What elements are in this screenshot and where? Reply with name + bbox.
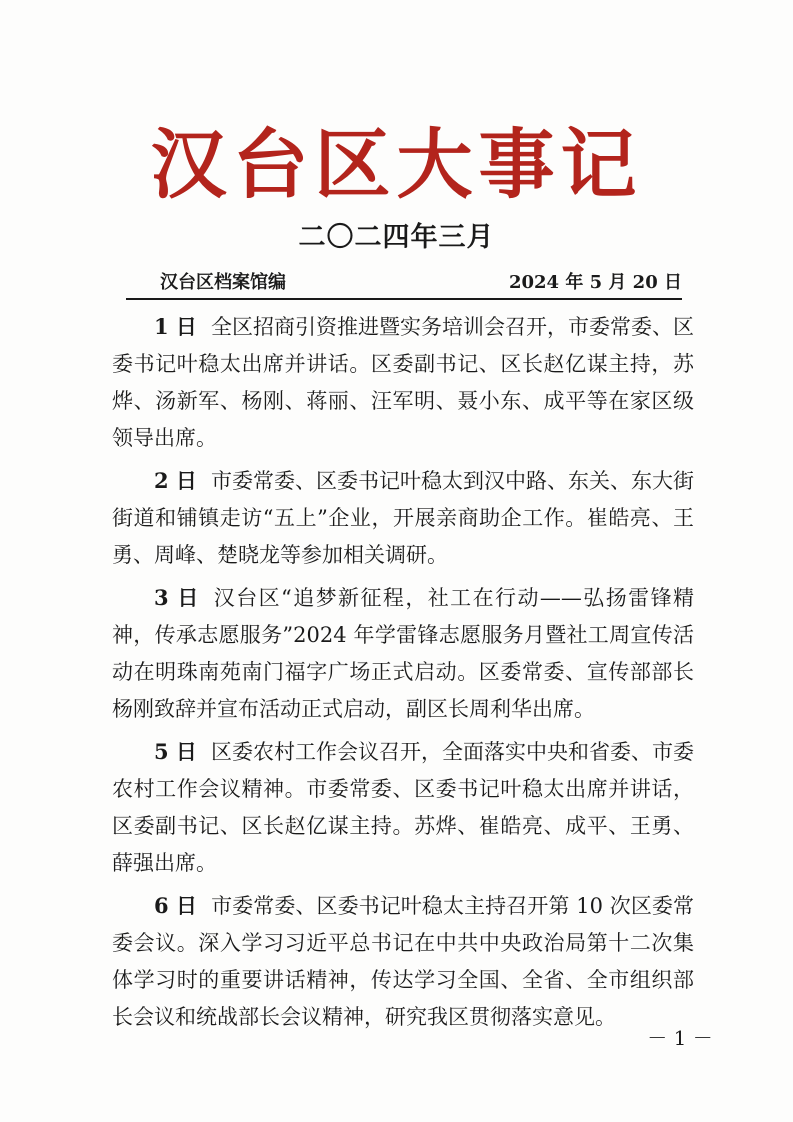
entry-day: 2 日 xyxy=(154,468,197,493)
page-number: － 1 － xyxy=(647,1026,713,1050)
entry-text: 全区招商引资推进暨实务培训会召开，市委常委、区委书记叶稳太出席并讲话。区委副书记、区长赵亿谋主持，苏烨、汤新军、杨刚、蒋丽、汪军明、聂小东、成平等在家区级领导出席。 xyxy=(112,315,694,450)
entry-item xyxy=(112,887,694,1036)
masthead-title: 汉台区大事记 xyxy=(150,120,643,209)
entry-text: 市委常委、区委书记叶稳太主持召开第 10 次区委常委会议。深入学习习近平总书记在中共中央政治局第十二次集体学习时的重要讲话精神，传达学习全国、全省、全市组织部长会议和统战部长会议精神，研究我区贯彻落实意见。 xyxy=(112,894,694,1029)
entry-item xyxy=(112,733,694,882)
entry-day: 6 日 xyxy=(154,893,198,918)
period-title: 二〇二四年三月 xyxy=(298,222,495,253)
byline xyxy=(126,270,682,300)
entry-list xyxy=(112,308,694,1041)
entry-text: 汉台区“追梦新征程，社工在行动——弘扬雷锋精神，传承志愿服务”2024 年学雷锋志愿服务月暨社工周宣传活动在明珠南苑南门福字广场正式启动。区委常委、宣传部部长杨刚致辞并宣布活动正式启动，副区长周利华出席。 xyxy=(112,586,694,721)
issue-date: 2024 年 5 月 20 日 xyxy=(508,272,682,293)
entry-item xyxy=(112,308,694,457)
entry-day: 1 日 xyxy=(154,314,197,339)
entry-text: 区委农村工作会议召开，全面落实中央和省委、市委农村工作会议精神。市委常委、区委书记叶稳太出席并讲话，区委副书记、区长赵亿谋主持。苏烨、崔皓亮、成平、王勇、薛强出席。 xyxy=(112,740,694,875)
entry-item xyxy=(112,462,694,574)
entry-day: 5 日 xyxy=(154,739,197,764)
entry-item xyxy=(112,579,694,728)
entry-text: 市委常委、区委书记叶稳太到汉中路、东关、东大街街道和铺镇走访“五上”企业，开展亲商助企工作。崔皓亮、王勇、周峰、楚晓龙等参加相关调研。 xyxy=(112,469,694,567)
entry-day: 3 日 xyxy=(154,585,200,610)
compiler-label: 汉台区档案馆编 xyxy=(160,272,286,293)
